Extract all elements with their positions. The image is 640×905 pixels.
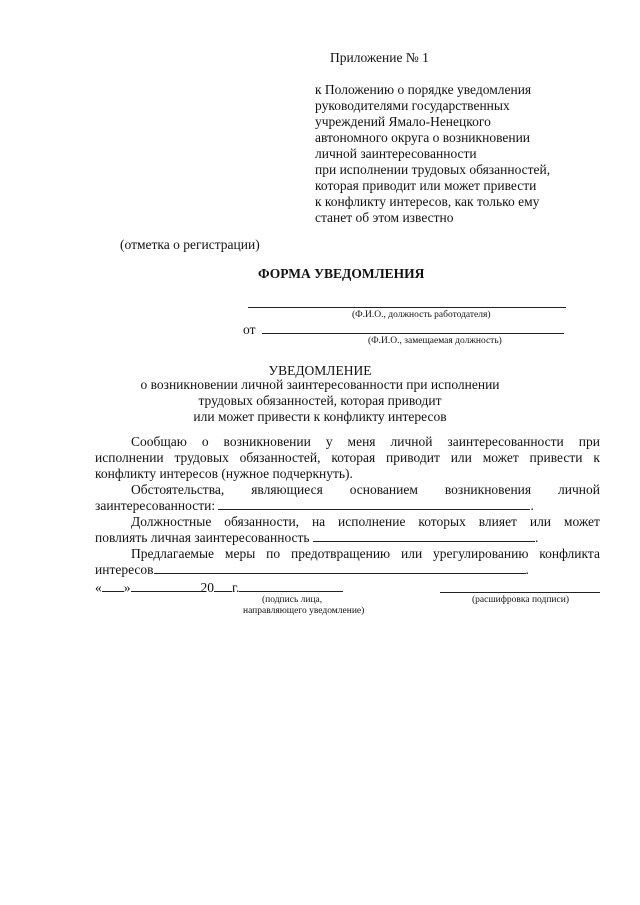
notice-heading: УВЕДОМЛЕНИЕ xyxy=(268,363,372,378)
paragraph-line: Обстоятельства, являющиеся основанием возникновения личной xyxy=(131,482,600,497)
circumstances-blank xyxy=(218,498,530,510)
notice-body xyxy=(95,434,600,578)
notice-subheading xyxy=(0,377,640,425)
date-line: « » 20 г. xyxy=(95,580,343,596)
from-label: от xyxy=(243,322,256,337)
month-blank xyxy=(131,580,201,592)
employer-caption: (Ф.И.О., должность работодателя) xyxy=(352,310,491,320)
reference-line: автономного округа о возникновении xyxy=(315,130,531,145)
subheading-line: трудовых обязанностей, которая приводит xyxy=(198,393,442,408)
decryption-caption: (расшифровка подписи) xyxy=(472,595,569,605)
signature-caption: (подпись лица, xyxy=(262,595,323,605)
signature-blank xyxy=(239,580,343,592)
paragraph-line: Сообщаю о возникновении у меня личной заинтересованности при xyxy=(131,434,600,449)
position-caption: (Ф.И.О., замещаемая должность) xyxy=(368,336,502,346)
appendix-title: Приложение № 1 xyxy=(330,50,429,65)
subheading-line: или может привести к конфликту интересов xyxy=(193,409,447,424)
registration-mark: (отметка о регистрации) xyxy=(120,237,260,252)
paragraph-line: интересов . xyxy=(95,562,529,577)
paragraph-line: исполнении трудовых обязанностей, которая приводит или может привести к xyxy=(95,450,600,465)
paragraph-line: Предлагаемые меры по предотвращению или урегулированию конфликта xyxy=(131,546,600,561)
day-blank xyxy=(102,580,124,592)
measures-blank xyxy=(154,562,526,574)
decryption-line xyxy=(440,592,600,593)
reference-line: руководителями государственных xyxy=(315,98,510,113)
reference-line: учреждений Ямало-Ненецкого xyxy=(315,114,491,129)
subheading-line: о возникновении личной заинтересованности при исполнении xyxy=(140,377,500,392)
duties-blank xyxy=(313,530,535,542)
form-title: ФОРМА УВЕДОМЛЕНИЯ xyxy=(258,266,425,281)
reference-line: к конфликту интересов, как только ему xyxy=(315,194,540,209)
sender-line xyxy=(262,333,564,334)
reference-line: личной заинтересованности xyxy=(315,146,477,161)
paragraph-line: заинтересованности: . xyxy=(95,498,534,513)
reference-line: которая приводит или может привести xyxy=(315,178,537,193)
reference-line: станет об этом известно xyxy=(315,210,454,225)
signature-caption-sub: направляющего уведомление) xyxy=(243,606,365,616)
paragraph-line: повлиять личная заинтересованность . xyxy=(95,530,539,545)
employer-line xyxy=(248,307,566,308)
year-blank xyxy=(214,580,232,592)
reference-line: при исполнении трудовых обязанностей, xyxy=(315,162,551,177)
reference-line: к Положению о порядке уведомления xyxy=(315,82,532,97)
paragraph-line: конфликту интересов (нужное подчеркнуть). xyxy=(95,466,353,481)
paragraph-line: Должностные обязанности, на исполнение которых влияет или может xyxy=(131,514,600,529)
appendix-reference xyxy=(315,82,550,226)
